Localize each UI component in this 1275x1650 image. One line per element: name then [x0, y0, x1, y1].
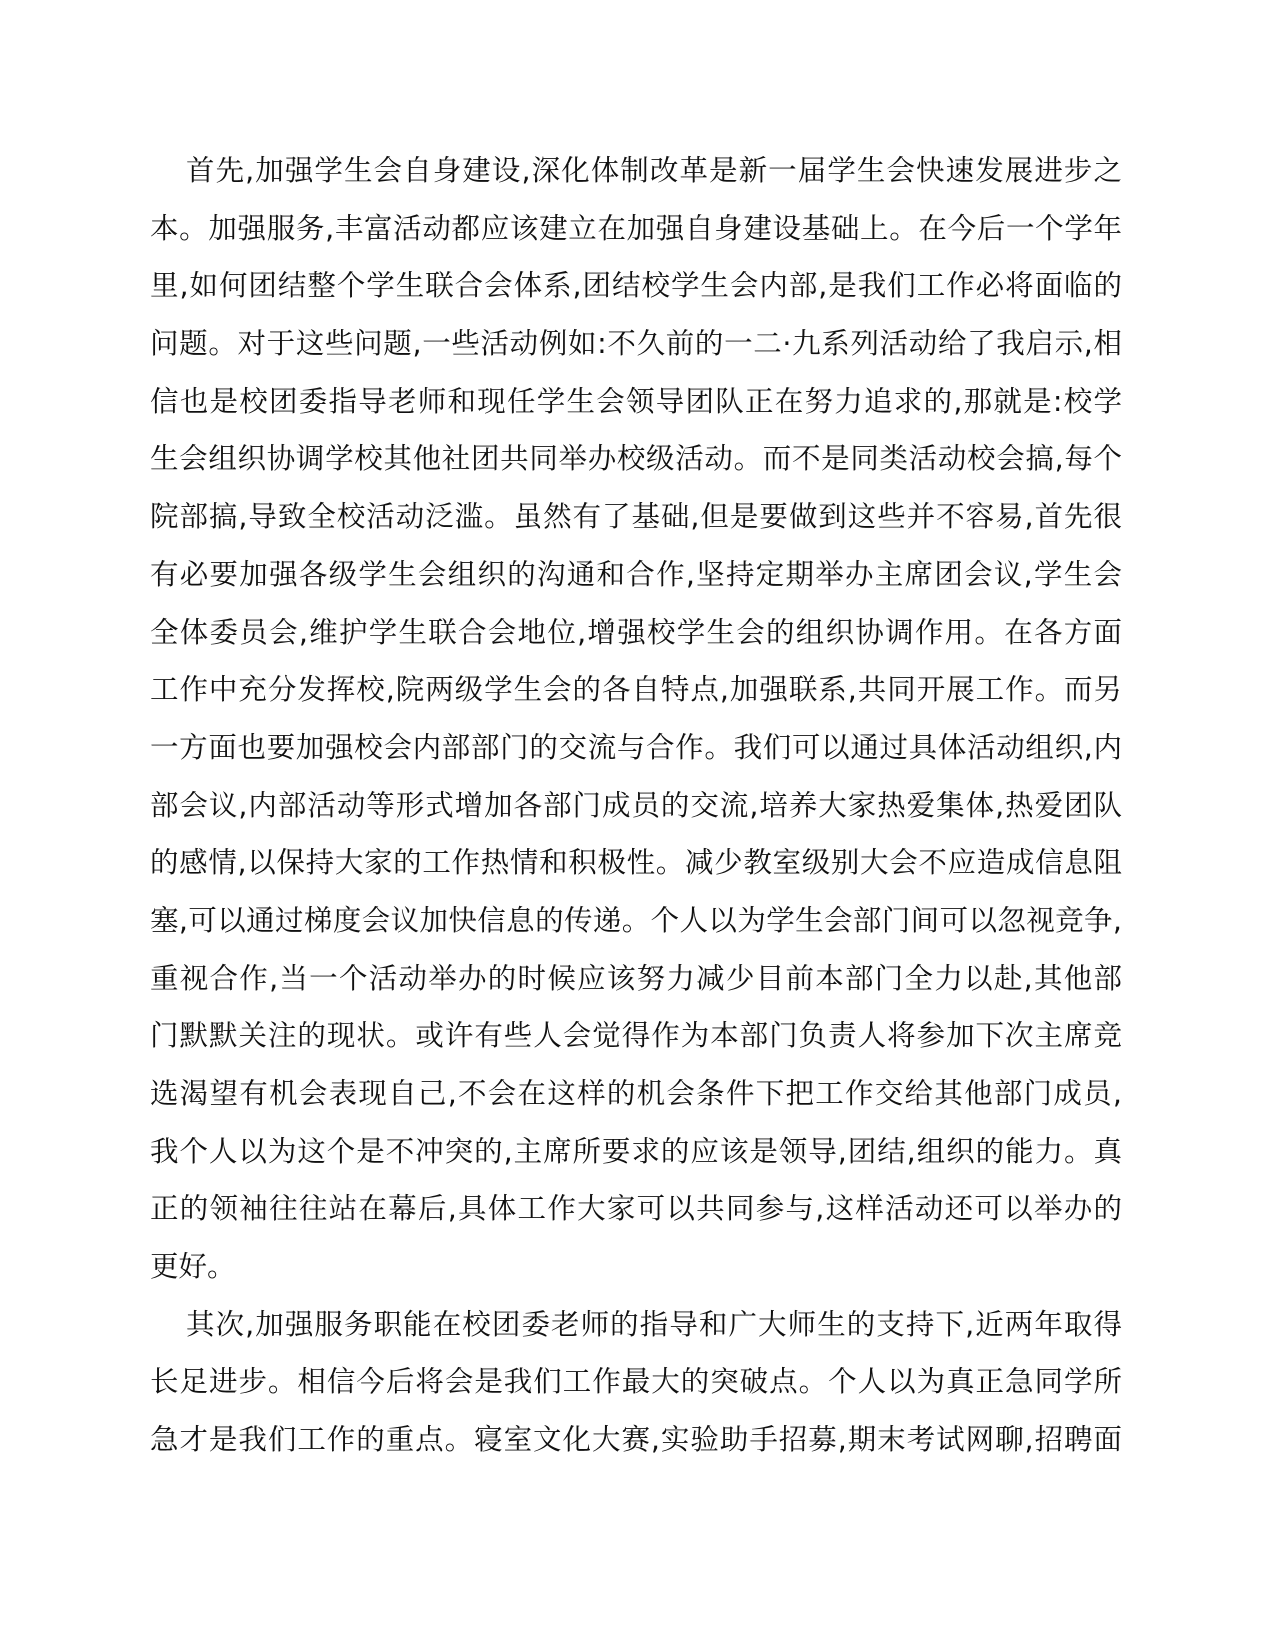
text-line: 重视合作,当一个活动举办的时候应该努力减少目前本部门全力以赴,其他部: [150, 961, 1122, 995]
text-line: 我个人以为这个是不冲突的,主席所要求的应该是领导,团结,组织的能力。真: [150, 1134, 1122, 1168]
text-line: 工作中充分发挥校,院两级学生会的各自特点,加强联系,共同开展工作。而另: [150, 673, 1122, 707]
paragraph-1: [150, 142, 1122, 1296]
text-line: 部会议,内部活动等形式增加各部门成员的交流,培养大家热爱集体,热爱团队: [150, 788, 1122, 822]
text-line: 正的领袖往往站在幕后,具体工作大家可以共同参与,这样活动还可以举办的: [150, 1192, 1122, 1226]
text-line: 有必要加强各级学生会组织的沟通和合作,坚持定期举办主席团会议,学生会: [150, 557, 1122, 591]
text-line: 问题。对于这些问题,一些活动例如:不久前的一二·九系列活动给了我启示,相: [150, 327, 1122, 361]
text-line: 本。加强服务,丰富活动都应该建立在加强自身建设基础上。在今后一个学年: [150, 211, 1122, 245]
text-line: 信也是校团委指导老师和现任学生会领导团队正在努力追求的,那就是:校学: [150, 384, 1122, 418]
text-line: 生会组织协调学校其他社团共同举办校级活动。而不是同类活动校会搞,每个: [150, 442, 1122, 476]
text-line: 其次,加强服务职能在校团委老师的指导和广大师生的支持下,近两年取得: [186, 1307, 1122, 1341]
text-line: 里,如何团结整个学生联合会体系,团结校学生会内部,是我们工作必将面临的: [150, 269, 1122, 303]
text-line: 更好。: [150, 1250, 236, 1284]
text-line: 选渴望有机会表现自己,不会在这样的机会条件下把工作交给其他部门成员,: [150, 1077, 1122, 1110]
text-line: 的感情,以保持大家的工作热情和积极性。减少教室级别大会不应造成信息阻: [150, 846, 1122, 880]
text-line: 长足进步。相信今后将会是我们工作最大的突破点。个人以为真正急同学所: [150, 1365, 1122, 1399]
text-line: 急才是我们工作的重点。寝室文化大赛,实验助手招募,期末考试网聊,招聘面: [150, 1423, 1122, 1457]
document-body: [150, 142, 1122, 1469]
text-line: 院部搞,导致全校活动泛滥。虽然有了基础,但是要做到这些并不容易,首先很: [150, 500, 1122, 534]
text-line: 一方面也要加强校会内部部门的交流与合作。我们可以通过具体活动组织,内: [150, 730, 1122, 764]
paragraph-2: [150, 1296, 1122, 1469]
text-line: 首先,加强学生会自身建设,深化体制改革是新一届学生会快速发展进步之: [186, 154, 1122, 187]
text-line: 塞,可以通过梯度会议加快信息的传递。个人以为学生会部门间可以忽视竞争,: [150, 903, 1122, 937]
text-line: 全体委员会,维护学生联合会地位,增强校学生会的组织协调作用。在各方面: [150, 615, 1122, 649]
text-line: 门默默关注的现状。或许有些人会觉得作为本部门负责人将参加下次主席竞: [150, 1019, 1122, 1053]
